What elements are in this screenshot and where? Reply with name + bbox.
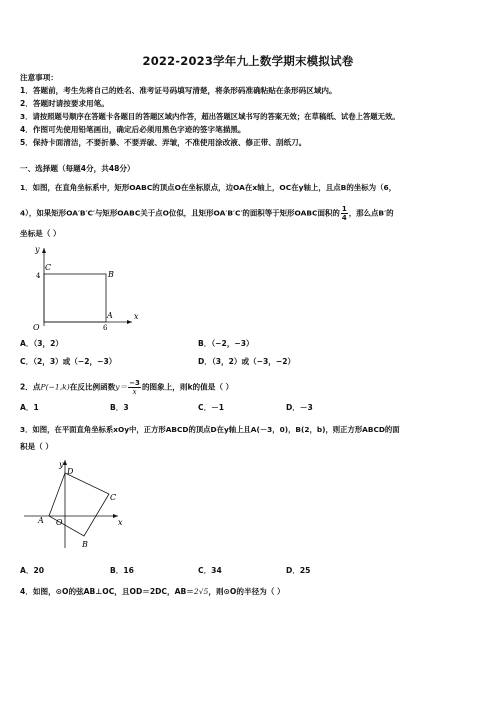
q2-pre: 2．点 xyxy=(20,382,41,392)
q2-option-a[interactable]: A．1 xyxy=(20,403,39,412)
notice-item-1: 1．答题前，考生先将自己的姓名、准考证号码填写清楚，将条形码准确粘贴在条形码区域内。 xyxy=(20,86,337,95)
q3-figure xyxy=(22,456,132,552)
q3-line-1: 3．如图，在平面直角坐标系xOy中，正方形ABCD的顶点D在y轴上且A(－3，0)，B(2，b)，则正方形ABCD的面 xyxy=(20,425,400,434)
q1-label-a: A xyxy=(107,311,113,320)
q2-option-d[interactable]: D．－3 xyxy=(286,403,313,412)
q3-label-o: O xyxy=(56,518,63,527)
q4-post: ，则⊙O的半径为（ ） xyxy=(208,587,285,596)
q2-option-c[interactable]: C．－1 xyxy=(198,403,225,412)
q1-option-c[interactable]: C．（2，3）或（−2，−3） xyxy=(20,357,117,366)
q1-frac-den: 4 xyxy=(341,214,347,222)
q2-option-b[interactable]: B．3 xyxy=(110,403,129,412)
q2-line xyxy=(20,379,233,396)
q3-label-x: x xyxy=(118,518,123,527)
q1-label-b: B xyxy=(108,270,114,279)
q3-y-arrow xyxy=(63,460,67,465)
q1-option-a[interactable]: A．（3，2） xyxy=(20,339,64,348)
q4-line xyxy=(20,587,285,597)
q3-option-c[interactable]: C．34 xyxy=(198,566,222,575)
q3-option-b[interactable]: B．16 xyxy=(110,566,134,575)
q2-func-lhs: y＝ xyxy=(115,382,128,392)
notice-item-2: 2．答题时请按要求用笔。 xyxy=(20,99,109,108)
q2-frac-den: x xyxy=(132,388,137,396)
q1-tick-4: 4 xyxy=(36,272,41,280)
q1-label-c: C xyxy=(45,263,52,272)
q1-tick-6: 6 xyxy=(103,324,108,332)
q3-option-d[interactable]: D．25 xyxy=(286,566,311,575)
q2-point: P(−1,k) xyxy=(40,382,70,392)
q2-fraction xyxy=(128,379,141,396)
q3-label-a: A xyxy=(38,516,44,525)
q1-rectangle-oabc xyxy=(44,274,106,322)
q1-line-1: 1．如图，在直角坐标系中，矩形OABC的顶点O在坐标原点，边OA在x轴上，OC在y轴上，且点B的坐标为（6， xyxy=(20,183,397,192)
q1-label-y: y xyxy=(35,245,40,254)
q1-label-o: O xyxy=(33,323,40,332)
q1-option-d[interactable]: D．（3，2）或（−3，−2） xyxy=(198,357,296,366)
notice-heading: 注意事项： xyxy=(20,73,58,82)
q3-label-d: D xyxy=(67,467,74,476)
q1-frac-num: 1 xyxy=(341,205,347,213)
q1-figure xyxy=(28,244,140,332)
q2-mid: 在反比例函数 xyxy=(69,382,116,392)
q2-frac-num: −3 xyxy=(129,379,140,387)
section-heading: 一、选择题（每题4分，共48分） xyxy=(20,164,135,173)
q3-option-a[interactable]: A．20 xyxy=(20,566,45,575)
q1-line-3: 坐标是（ ） xyxy=(20,229,61,238)
q1-line-2b: ，那么点B′的 xyxy=(348,208,394,218)
notice-item-3: 3．请按照题号顺序在答题卡各题目的答题区域内作答，超出答题区域书写的答案无效；在草稿纸、试卷上答题无效。 xyxy=(20,112,400,121)
q1-option-b[interactable]: B．（−2，−3） xyxy=(198,339,254,348)
notice-item-4: 4．作图可先使用铅笔画出，确定后必须用黑色字迹的签字笔描黑。 xyxy=(20,125,246,134)
q2-post: 的图象上，则k的值是（ ） xyxy=(141,382,234,392)
q1-x-arrow xyxy=(127,320,132,324)
notice-item-5: 5．保持卡面清洁，不要折暴、不要弄破、弄皱，不准使用涂改液、修正带、刮纸刀。 xyxy=(20,138,307,147)
q3-line-2: 积是（ ） xyxy=(20,442,54,451)
page-title: 2022-2023学年九上数学期末模拟试卷 xyxy=(142,54,354,68)
q4-pre: 4．如图，⊙O的弦AB⊥OC，且OD＝2DC，AB＝ xyxy=(20,587,194,596)
q1-y-arrow xyxy=(42,248,46,253)
q1-fraction xyxy=(341,205,348,222)
q1-line-2 xyxy=(20,205,394,222)
q1-line-2a: 4），如果矩形OA′B′C′与矩形OABC关于点O位似，且矩形OA′B′C′的面积等于矩形OABC面积的 xyxy=(20,208,340,218)
q3-label-y: y xyxy=(59,460,64,469)
q3-label-c: C xyxy=(110,493,117,502)
q4-radical: 2√5 xyxy=(193,587,209,596)
q3-label-b: B xyxy=(82,540,88,549)
q1-label-x: x xyxy=(134,312,139,321)
